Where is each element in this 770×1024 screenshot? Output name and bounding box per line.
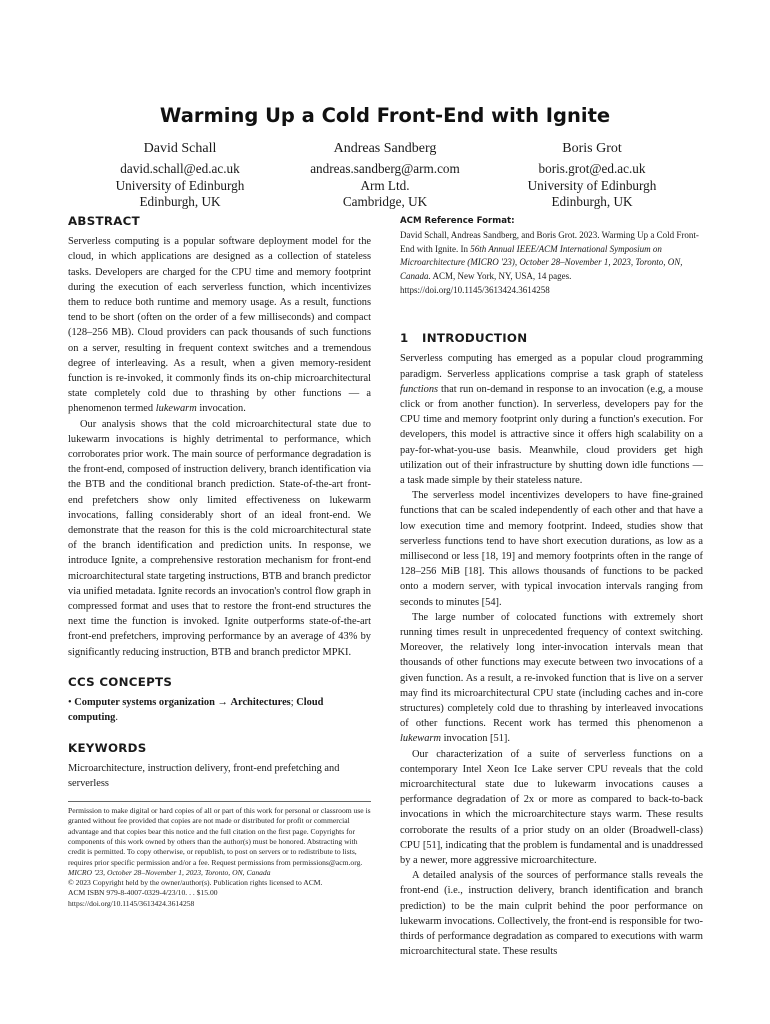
paper-title: Warming Up a Cold Front-End with Ignite <box>159 104 611 127</box>
author-location: Edinburgh, UK <box>139 194 221 210</box>
keywords-heading: KEYWORDS <box>68 740 147 755</box>
author-block <box>472 141 712 211</box>
author-location: Cambridge, UK <box>342 194 428 210</box>
intro-paragraph: Our characterization of a suite of serverless functions on a contemporary Intel Xeon Ice Lake server CPU reveals that the cold microarchitectural state due to lukewarm invocations causes a performance degradation of 2x or more as compared to back-to-back invocations in which the microarchitecture stays warm. These results corroborate the results of a prior study on an older (Broadwell-class) CPU [51], indicating that the problem is fundamental and is unaddressed by a newer, more aggressive microarchitecture. <box>400 748 703 867</box>
author-email: boris.grot@ed.ac.uk <box>538 161 646 177</box>
intro-paragraph: A detailed analysis of the sources of performance stalls reveals the front-end (i.e., instruction delivery, branch identification and branch prediction) to be the main culprit behind the poor performance on lukewarm invocations. Collectively, the front-end is responsible for two-thirds of performance degradation as compared to executions with warm microarchitectural state. These results <box>400 870 703 958</box>
author-block <box>265 141 505 211</box>
ccs-concepts: • Computer systems organization → Architectures; Cloud computing. <box>68 697 324 724</box>
author-affiliation: Arm Ltd. <box>360 177 410 193</box>
abstract-paragraph: Serverless computing is a popular software deployment model for the cloud, in which applications are designed as a collection of stateless tasks. Developers are charged for the CPU time and memory footprint during the execution of each serverless function, which incentivizes them to reduce both runtime and memory usage. As a result, functions tend to be short (often on the order of a few milliseconds) and compact (128–256 MB). Cloud providers can pack thousands of such functions on a server, resulting in frequent context switches and a tremendous degree of interleaving. As a result, when a given memory-resident function is re-invoked, it commonly finds its on-chip microarchitectural state completely cold due to thrashing by other functions — a phenomenon termed lukewarm invocation. <box>68 236 371 415</box>
reference-format-heading: ACM Reference Format: <box>400 216 515 226</box>
reference-format-text: David Schall, Andreas Sandberg, and Boris Grot. 2023. Warming Up a Cold Front-End with Ignite. In 56th Annual IEEE/ACM International Symposium on Microarchitecture (MICRO '23), October 28–November 1, 2023, Toronto, ON, Canada. ACM, New York, NY, USA, 14 pages. https://doi.org/10.1145/3613424.3614258 <box>400 230 699 295</box>
author-email: andreas.sandberg@arm.com <box>310 161 460 177</box>
ccs-heading: CCS CONCEPTS <box>68 674 173 689</box>
footnote-divider <box>68 801 371 802</box>
author-affiliation: University of Edinburgh <box>115 177 245 193</box>
intro-paragraph: The serverless model incentivizes developers to have fine-grained functions that can be scaled independently of each other and that have a low execution time and memory footprint. Indeed, studies show that serverless functions tend to have short execution durations, as low as a millisecond or less [18, 19] and memory footprints often in the range of 128–256 MiB [18]. This allows thousands of functions to be packed onto a modern server, with typical invocation intervals ranging from seconds to minutes [54]. <box>400 490 703 608</box>
author-block <box>60 141 300 211</box>
abstract-paragraph: Our analysis shows that the cold microarchitectural state due to lukewarm invocations is highly detrimental to performance, which corroborates prior work. The main source of performance degradation is the front-end, composed of instruction delivery, branch identification via the BTB and the conditional branch prediction. State-of-the-art front-end prefetchers show only limited effectiveness on lukewarm invocations, falling considerably short of an ideal front-end. We demonstrate that the reason for this is the cold microarchitectural state of the branch identification and prediction units. In response, we introduce Ignite, a comprehensive restoration mechanism for front-end microarchitectural state targeting instructions, BTB and branch predictor via unified metadata. Ignite records an invocation's control flow graph in compressed format and uses that to restore the front-end structures the next time the function is invoked. Ignite outperforms state-of-the-art front-end prefetchers, improving performance by an average of 43% by significantly reducing instruction, BTB and branch predictor MPKI. <box>68 418 371 658</box>
abstract-heading: ABSTRACT <box>68 214 140 228</box>
intro-paragraph: Serverless computing has emerged as a popular cloud programming paradigm. Serverless applications comprise a task graph of stateless functions that run on-demand in response to an invocation (e.g, a mouse click or from another function). In serverless, developers pay for the CPU time and memory footprint only during a function's execution. For developers, this model is attractive since it offers high scalability on a pay-for-what-you-use basis. Meanwhile, cloud providers get high utilization out of their infrastructure by shutting down idle functions — a task made simple by their stateless nature. <box>400 353 703 486</box>
author-name: David Schall <box>143 141 217 156</box>
author-location: Edinburgh, UK <box>551 194 633 210</box>
right-column <box>400 214 703 960</box>
keywords-text: Microarchitecture, instruction delivery, front-end prefetching and serverless <box>68 762 340 789</box>
section-heading: 1 INTRODUCTION <box>400 331 528 346</box>
author-affiliation: University of Edinburgh <box>527 177 657 193</box>
author-name: Boris Grot <box>562 141 622 156</box>
left-column <box>68 214 371 909</box>
author-email: david.schall@ed.ac.uk <box>120 161 240 177</box>
intro-paragraph: The large number of colocated functions with extremely short running times result in unprecedented frequency of context switching. Moreover, the relatively long inter-invocation intervals mean that thousands of other functions may execute between two invocations of a given function. As a result, a re-invoked function that is live on a server may find its microarchitectural CPU state (including caches and in-core structures) completely cold due to thrashing by interleaved invocations of other functions. Recent work has termed this phenomenon a lukewarm invocation [51]. <box>400 611 703 745</box>
author-name: Andreas Sandberg <box>333 141 437 156</box>
permission-footnote: Permission to make digital or hard copies of all or part of this work for personal or classroom use is granted without fee provided that copies are not made or distributed for profit or commercial advantage and that copies bear this notice and the full citation on the first page. Copyrights for components of this work owned by others than the author(s) must be honored. Abstracting with credit is permitted. To copy otherwise, or republish, to post on servers or to redistribute to lists, requires prior specific permission and/or a fee. Request permissions from permissions@acm.org. MICRO '23, October 28–November 1, 2023, Toronto, ON, Canada © 2023 Copyright held by the owner/author(s). Publication rights licensed to ACM. ACM ISBN 979-8-4007-0329-4/23/10. . . $15.00 https://doi.org/10.1145/3613424.3614258 <box>68 806 371 908</box>
